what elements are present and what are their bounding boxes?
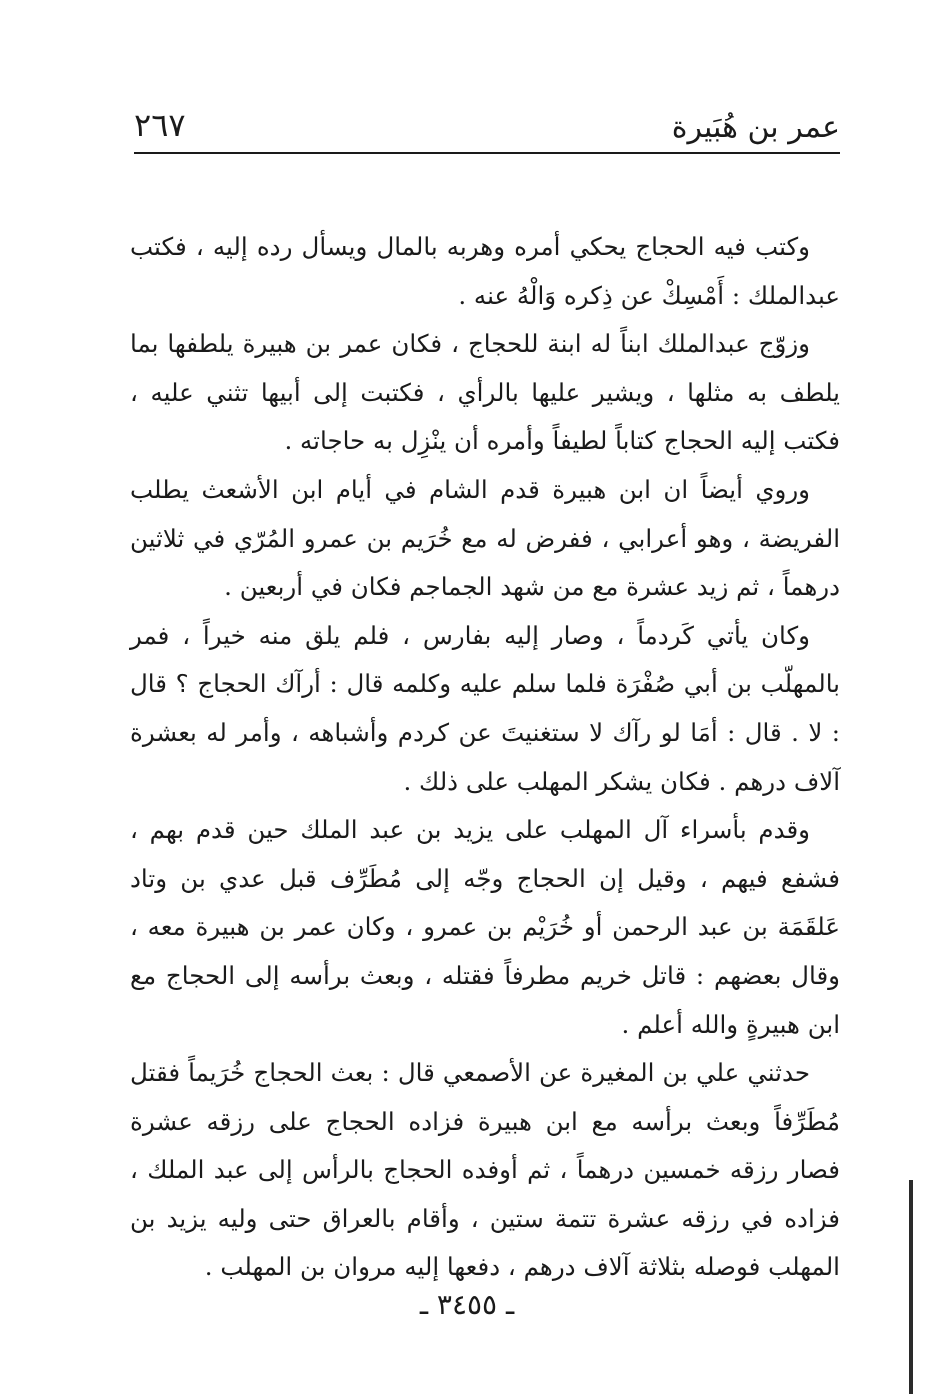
paragraph-6: حدثني علي بن المغيرة عن الأصمعي قال : بعث الحجاج خُرَيماً فقتل مُطَرِّفاً وبعث برأسه مع ابن هبيرة فزاده الحجاج على رزقه عشرة فصار رزقه خمسين درهماً ، ثم أوفده الحجاج بالرأس إلى عبد الملك ، فزاده في رزقه عشرة تتمة ستين ، وأقام بالعراق حتى وليه يزيد بن المهلب فوصله بثلاثة آلاف درهم ، دفعها إليه مروان بن المهلب . (130, 1058, 840, 1282)
paragraph-1: وكتب فيه الحجاج يحكي أمره وهربه بالمال ويسأل رده إليه ، فكتب عبدالملك : أَمْسِكْ عن ذِكره وَالْهُ عنه . (130, 232, 840, 310)
header-page-number: ٢٦٧ (134, 106, 186, 144)
paragraph-5: وقدم بأسراء آل المهلب على يزيد بن عبد الملك حين قدم بهم ، فشفع فيهم ، وقيل إن الحجاج وجّه إلى مُطَرِّف قبل عدي بن وتاد عَلقَمَة بن عبد الرحمن أو خُرَيْم بن عمرو ، وكان عمر بن هبيرة معه ، وقال بعضهم : قاتل خريم مطرفاً فقتله ، وبعث برأسه إلى الحجاج مع ابن هبيرةٍ والله أعلم . (130, 815, 840, 1039)
body-text (130, 223, 840, 1292)
scan-edge-line (909, 1180, 913, 1394)
footer-page-number: ـ ٣٤٥٥ ـ (419, 1288, 515, 1321)
header-rule (134, 152, 840, 154)
paragraph-4: وكان يأتي كَردماً ، وصار إليه بفارس ، فلم يلق منه خيراً ، فمر بالمهلّب بن أبي صُفْرَة فلما سلم عليه وكلمه قال : أرآك الحجاج ؟ قال : لا . قال : أمَا لو رآك لا ستغنيتَ عن كردم وأشباهه ، وأمر له بعشرة آلاف درهم . فكان يشكر المهلب على ذلك . (130, 620, 840, 796)
running-header (134, 96, 840, 156)
paragraph-3: وروي أيضاً ان ابن هبيرة قدم الشام في أيام ابن الأشعث يطلب الفريضة ، وهو أعرابي ، ففرض له مع خُرَيم بن عمرو المُرّي في ثلاثين درهماً ، ثم زيد عشرة مع من شهد الجماجم فكان في أربعين . (130, 474, 840, 602)
header-title: عمر بن هُبَيرة (671, 110, 840, 145)
paragraph-2: وزوّج عبدالملك ابناً له ابنة للحجاج ، فكان عمر بن هبيرة يلطفها بما يلطف به مثلها ، ويشير عليها بالرأي ، فكتبت إلى أبيها تثني عليه ، فكتب إليه الحجاج كتاباً لطيفاً وأمره أن ينْزِل به حاجاته . (130, 329, 840, 456)
